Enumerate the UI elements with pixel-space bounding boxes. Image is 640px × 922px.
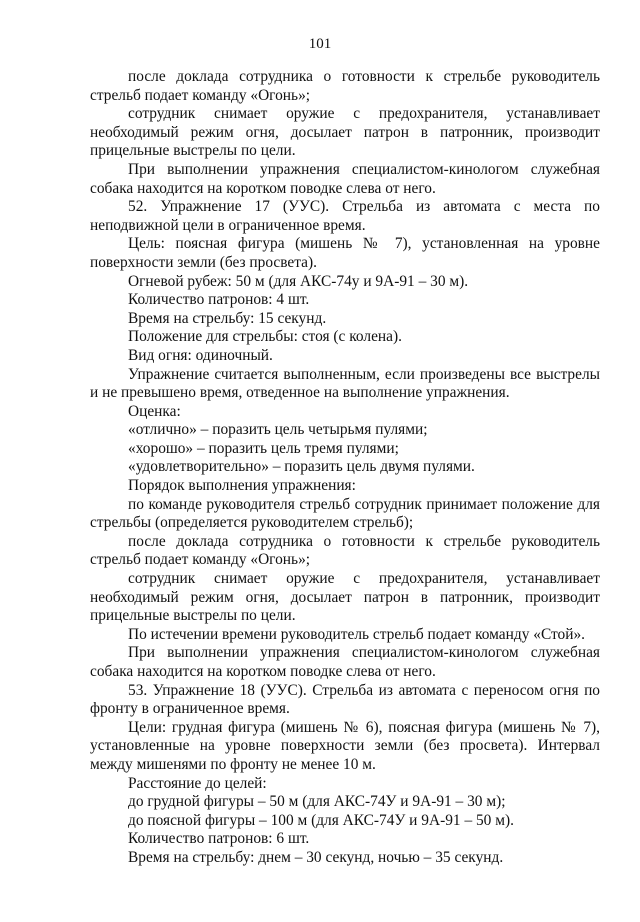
paragraph: Цель: поясная фигура (мишень № 7), установленная на уровне поверхности земли (без просвета). bbox=[90, 235, 600, 271]
paragraph: сотрудник снимает оружие с предохранителя, устанавливает необходимый режим огня, досылает патрон в патронник, производит прицельные выстрелы по цели. bbox=[90, 570, 600, 625]
paragraph: По истечении времени руководитель стрельб подает команду «Стой». bbox=[128, 625, 586, 643]
paragraph: При выполнении упражнения специалистом-кинологом служебная собака находится на коротком поводке слева от него. bbox=[90, 160, 600, 197]
list-item: «хорошо» – поразить цель тремя пулями; bbox=[128, 439, 399, 457]
paragraph: сотрудник снимает оружие с предохранителя, устанавливает необходимый режим огня, досылает патрон в патронник, производит прицельные выстрелы по цели. bbox=[90, 105, 600, 160]
paragraph: Порядок выполнения упражнения: bbox=[128, 477, 356, 495]
paragraph: Цели: грудная фигура (мишень № 6), поясная фигура (мишень № 7), установленные на уровне поверхности земли (без просвета). Интервал между мишенями по фронту не менее 10 м. bbox=[90, 718, 600, 773]
paragraph: Количество патронов: 4 шт. bbox=[128, 291, 310, 309]
list-item: до грудной фигуры – 50 м (для АКС-74У и 9А-91 – 30 м); bbox=[128, 793, 506, 811]
paragraph: Расстояние до целей: bbox=[128, 774, 267, 792]
paragraph: Положение для стрельбы: стоя (с колена). bbox=[128, 328, 402, 346]
paragraph: Оценка: bbox=[128, 402, 181, 420]
paragraph: При выполнении упражнения специалистом-кинологом служебная собака находится на коротком поводке слева от него. bbox=[90, 644, 600, 680]
paragraph: Упражнение считается выполненным, если произведены все выстрелы и не превышено время, отведенное на выполнение упражнения. bbox=[90, 365, 600, 402]
list-item: до поясной фигуры – 100 м (для АКС-74У и 9А-91 – 50 м). bbox=[128, 811, 514, 829]
list-item: «удовлетворительно» – поразить цель двумя пулями. bbox=[128, 458, 475, 476]
paragraph: по команде руководителя стрельб сотрудник принимает положение для стрельбы (определяется руководителем стрельб); bbox=[90, 495, 600, 532]
paragraph: Огневой рубеж: 50 м (для АКС-74у и 9А-91 – 30 м). bbox=[128, 272, 469, 290]
paragraph: после доклада сотрудника о готовности к стрельбе руководитель стрельб подает команду «Огонь»; bbox=[90, 532, 600, 569]
paragraph: после доклада сотрудника о готовности к стрельбе руководитель стрельб подает команду «Огонь»; bbox=[90, 68, 600, 104]
page-number: 101 bbox=[308, 36, 332, 52]
paragraph: Время на стрельбу: 15 секунд. bbox=[128, 309, 327, 327]
section-heading-53: 53. Упражнение 18 (УУС). Стрельба из автомата с переносом огня по фронту в ограниченное время. bbox=[90, 681, 600, 718]
paragraph: Количество патронов: 6 шт. bbox=[128, 830, 310, 848]
section-heading-52: 52. Упражнение 17 (УУС). Стрельба из автомата с места по неподвижной цели в ограниченное время. bbox=[90, 198, 600, 234]
document-body bbox=[90, 68, 600, 868]
paragraph: Вид огня: одиночный. bbox=[128, 346, 273, 364]
list-item: «отлично» – поразить цель четырьмя пулями; bbox=[128, 421, 428, 439]
paragraph: Время на стрельбу: днем – 30 секунд, ночью – 35 секунд. bbox=[128, 848, 504, 866]
